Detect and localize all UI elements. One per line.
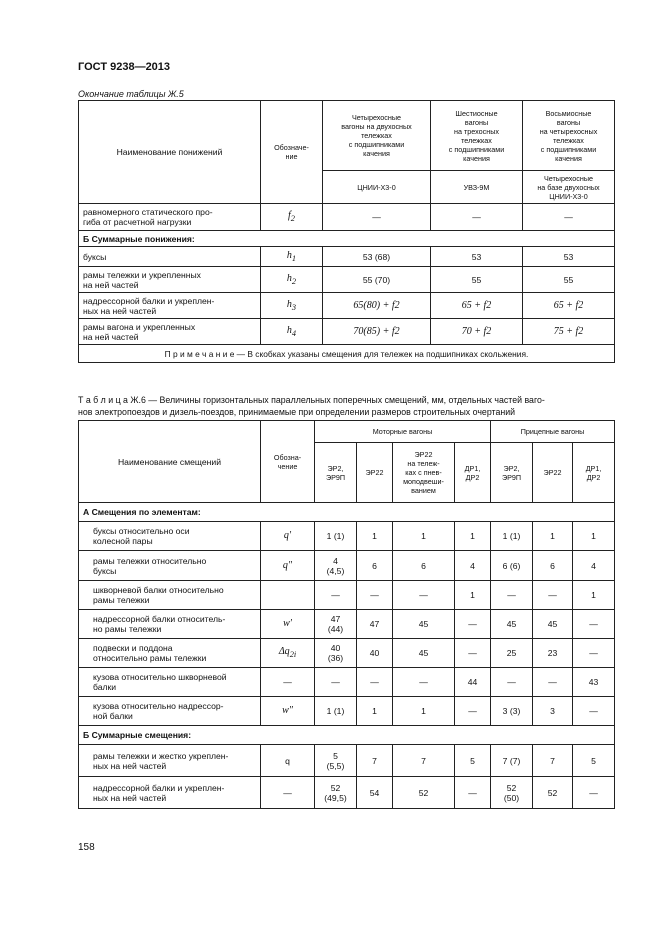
row-symbol	[261, 581, 315, 610]
row-name: рамы тележки и жестко укреплен- ных на ней частей	[79, 745, 261, 777]
table-zh6	[78, 420, 615, 809]
cell: 65 + f2	[523, 293, 615, 319]
cell: 1	[573, 522, 615, 551]
cell: —	[533, 668, 573, 697]
cell: 1	[393, 522, 455, 551]
row-name: шкворневой балки относительно рамы тележки	[79, 581, 261, 610]
cell: 4	[455, 551, 491, 581]
cell: 1 (1)	[315, 697, 357, 726]
table-zh5	[78, 100, 615, 363]
section-title: А Смещения по элементам:	[79, 503, 615, 522]
row-symbol: —	[261, 668, 315, 697]
cell: 7	[393, 745, 455, 777]
cell: —	[573, 610, 615, 639]
cell: —	[573, 697, 615, 726]
row-symbol: $h_2$	[261, 267, 323, 293]
row-symbol: q′	[261, 522, 315, 551]
sub-header: ЭР22 на тележ- ках с пнев- моподвеши- ванием	[393, 443, 455, 503]
cell: 6 (6)	[491, 551, 533, 581]
section-title: Б Суммарные понижения:	[79, 231, 615, 247]
row-symbol: $h_3$	[261, 293, 323, 319]
cell: 47 (44)	[315, 610, 357, 639]
sub-header: ЭР2, ЭР9П	[491, 443, 533, 503]
cell: —	[357, 668, 393, 697]
row-symbol: —	[261, 777, 315, 809]
row-name: надрессорной балки относитель- но рамы тележки	[79, 610, 261, 639]
cell: 53	[431, 247, 523, 267]
cell: 45	[393, 610, 455, 639]
page-number: 158	[78, 842, 95, 853]
sub-header: ДР1, ДР2	[455, 443, 491, 503]
cell: 65 + f2	[431, 293, 523, 319]
section-title: Б Суммарные смещения:	[79, 726, 615, 745]
row-name: кузова относительно шкворневой балки	[79, 668, 261, 697]
cell: —	[455, 697, 491, 726]
cell: 1	[357, 522, 393, 551]
row-symbol: $\Delta q_{2i}$	[261, 639, 315, 668]
cell: —	[315, 581, 357, 610]
cell: 52	[533, 777, 573, 809]
cell: 45	[491, 610, 533, 639]
sub-header: ЭР2, ЭР9П	[315, 443, 357, 503]
row-symbol: $h_1$	[261, 247, 323, 267]
cell: 3 (3)	[491, 697, 533, 726]
sub-header: ЭР22	[357, 443, 393, 503]
row-name: надрессорной балки и укреплен- ных на ней частей	[79, 777, 261, 809]
cell: 25	[491, 639, 533, 668]
cell: 1	[455, 581, 491, 610]
cell: 6	[357, 551, 393, 581]
table-note: П р и м е ч а н и е — В скобках указаны смещения для тележек на подшипниках скольжения.	[79, 345, 615, 363]
row-symbol: q″	[261, 551, 315, 581]
cell: 52 (49,5)	[315, 777, 357, 809]
sub-header-1: ЦНИИ-Х3-0	[323, 171, 431, 204]
cell: 1	[455, 522, 491, 551]
col-header-8axle: Восьмиосные вагоны на четырехосных тележках с подшипниками качения	[523, 101, 615, 171]
cell: 53	[523, 247, 615, 267]
cell: 1 (1)	[315, 522, 357, 551]
cell: —	[455, 610, 491, 639]
cell: 1	[357, 697, 393, 726]
cell: 23	[533, 639, 573, 668]
sub-header: ЭР22	[533, 443, 573, 503]
cell: 5 (5,5)	[315, 745, 357, 777]
cell: 70 + f2	[431, 319, 523, 345]
cell: 7	[357, 745, 393, 777]
cell: —	[491, 668, 533, 697]
cell: 47	[357, 610, 393, 639]
row-name: буксы относительно оси колесной пары	[79, 522, 261, 551]
cell: 6	[393, 551, 455, 581]
cell: 45	[393, 639, 455, 668]
sub-header-2: УВЗ-9М	[431, 171, 523, 204]
row-symbol: q	[261, 745, 315, 777]
cell: —	[573, 639, 615, 668]
cell: —	[491, 581, 533, 610]
cell: 5	[573, 745, 615, 777]
cell: 44	[455, 668, 491, 697]
cell: 1	[573, 581, 615, 610]
cell: 55 (70)	[323, 267, 431, 293]
cell: 52	[393, 777, 455, 809]
cell: 70(85) + f2	[323, 319, 431, 345]
row-name: рамы тележки относительно буксы	[79, 551, 261, 581]
cell: 40	[357, 639, 393, 668]
cell: 40 (36)	[315, 639, 357, 668]
row-name: рамы тележки и укрепленных на ней частей	[79, 267, 261, 293]
cell: —	[431, 204, 523, 231]
col-header-name: Наименование понижений	[79, 101, 261, 204]
cell: —	[357, 581, 393, 610]
col-header-name: Наименование смещений	[79, 421, 261, 503]
cell: 3	[533, 697, 573, 726]
cell: —	[455, 777, 491, 809]
table5-caption: Окончание таблицы Ж.5	[78, 89, 184, 99]
cell: 75 + f2	[523, 319, 615, 345]
cell: 1	[393, 697, 455, 726]
cell: 54	[357, 777, 393, 809]
cell: 5	[455, 745, 491, 777]
row-name: буксы	[79, 247, 261, 267]
cell: 53 (68)	[323, 247, 431, 267]
cell: 55	[431, 267, 523, 293]
cell: —	[573, 777, 615, 809]
row-symbol: $f_2$	[261, 204, 323, 231]
col-header-trailer-cars: Прицепные вагоны	[491, 421, 615, 443]
cell: 7 (7)	[491, 745, 533, 777]
row-name: надрессорной балки и укреплен- ных на ней частей	[79, 293, 261, 319]
cell: —	[455, 639, 491, 668]
col-header-symbol: Обозначе- ние	[261, 101, 323, 204]
row-name: кузова относительно надрессор- ной балки	[79, 697, 261, 726]
cell: 45	[533, 610, 573, 639]
sub-header: ДР1, ДР2	[573, 443, 615, 503]
table6-caption: Т а б л и ц а Ж.6 — Величины горизонтальных параллельных поперечных смещений, мм, отдельных частей ваго- нов электропоездов и дизель-поездов, принимаемые при определении размеров строительных очертаний	[78, 395, 545, 417]
row-symbol: w″	[261, 697, 315, 726]
cell: —	[393, 668, 455, 697]
row-symbol: $h_4$	[261, 319, 323, 345]
cell: 65(80) + f2	[323, 293, 431, 319]
row-symbol: w′	[261, 610, 315, 639]
sub-header-3: Четырехосные на базе двухосных ЦНИИ-Х3-0	[523, 171, 615, 204]
cell: —	[315, 668, 357, 697]
cell: 4	[573, 551, 615, 581]
document-header: ГОСТ 9238—2013	[78, 61, 171, 73]
row-name: рамы вагона и укрепленных на ней частей	[79, 319, 261, 345]
col-header-motor-cars: Моторные вагоны	[315, 421, 491, 443]
cell: —	[523, 204, 615, 231]
cell: 55	[523, 267, 615, 293]
cell: 4 (4,5)	[315, 551, 357, 581]
cell: 6	[533, 551, 573, 581]
cell: 52 (50)	[491, 777, 533, 809]
col-header-4axle: Четырехосные вагоны на двухосных тележках с подшипниками качения	[323, 101, 431, 171]
row-name: равномерного статического про- гиба от расчетной нагрузки	[79, 204, 261, 231]
cell: 1	[533, 522, 573, 551]
col-header-symbol: Обозна- чение	[261, 421, 315, 503]
cell: 43	[573, 668, 615, 697]
cell: —	[393, 581, 455, 610]
cell: —	[533, 581, 573, 610]
cell: 1 (1)	[491, 522, 533, 551]
cell: 7	[533, 745, 573, 777]
row-name: подвески и поддона относительно рамы тележки	[79, 639, 261, 668]
col-header-6axle: Шестиосные вагоны на трехосных тележках с подшипниками качения	[431, 101, 523, 171]
cell: —	[323, 204, 431, 231]
